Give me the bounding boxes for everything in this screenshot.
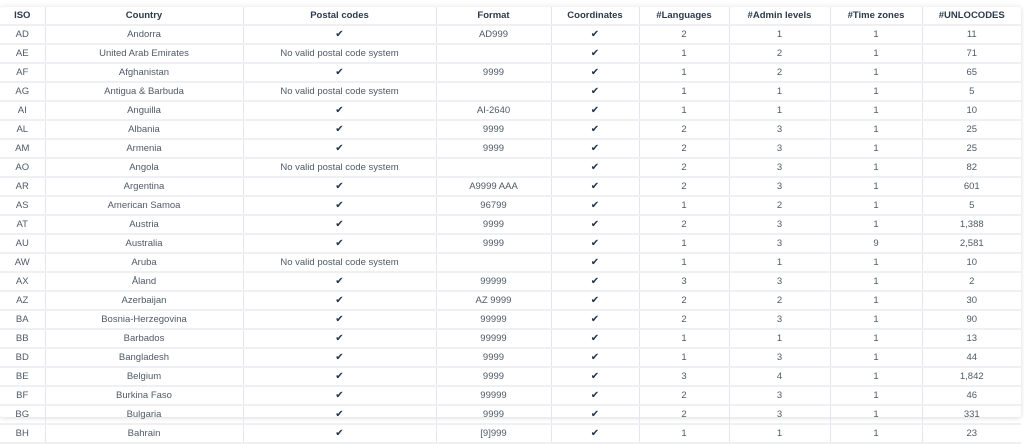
- unlocodes-cell: 2,581: [922, 234, 1021, 253]
- iso-cell: AU: [0, 234, 45, 253]
- table-row[interactable]: [0, 367, 1021, 386]
- check-icon: ✔: [243, 386, 436, 405]
- table-row[interactable]: [0, 82, 1021, 101]
- iso-cell: BB: [0, 329, 45, 348]
- time-zones-cell: 1: [830, 424, 922, 443]
- iso-cell: AE: [0, 44, 45, 63]
- check-icon: ✔: [243, 196, 436, 215]
- iso-cell: AM: [0, 139, 45, 158]
- format-cell: 9999: [436, 120, 551, 139]
- time-zones-cell: 1: [830, 158, 922, 177]
- column-header-format[interactable]: Format: [436, 7, 551, 25]
- iso-cell: AI: [0, 101, 45, 120]
- format-cell: AD999: [436, 25, 551, 44]
- admin-levels-cell: 3: [729, 215, 830, 234]
- check-icon: ✔: [551, 44, 639, 63]
- column-header-country[interactable]: Country: [45, 7, 243, 25]
- iso-cell: AZ: [0, 291, 45, 310]
- check-icon: ✔: [551, 272, 639, 291]
- check-icon: ✔: [551, 405, 639, 424]
- time-zones-cell: 1: [830, 310, 922, 329]
- format-cell: [436, 82, 551, 101]
- languages-cell: 2: [639, 310, 729, 329]
- check-icon: ✔: [551, 329, 639, 348]
- column-header-admin-levels[interactable]: #Admin levels: [729, 7, 830, 25]
- iso-cell: AG: [0, 82, 45, 101]
- languages-cell: 1: [639, 101, 729, 120]
- languages-cell: 1: [639, 196, 729, 215]
- check-icon: ✔: [551, 424, 639, 443]
- time-zones-cell: 1: [830, 367, 922, 386]
- format-cell: 96799: [436, 196, 551, 215]
- iso-cell: BA: [0, 310, 45, 329]
- country-cell: Anguilla: [45, 101, 243, 120]
- languages-cell: 1: [639, 44, 729, 63]
- check-icon: ✔: [551, 291, 639, 310]
- languages-cell: 3: [639, 272, 729, 291]
- column-header-iso[interactable]: ISO: [0, 7, 45, 25]
- format-cell: [9]999: [436, 424, 551, 443]
- time-zones-cell: 1: [830, 25, 922, 44]
- country-cell: Antigua & Barbuda: [45, 82, 243, 101]
- table-body: [0, 25, 1021, 443]
- check-icon: ✔: [243, 101, 436, 120]
- country-cell: Afghanistan: [45, 63, 243, 82]
- table-row[interactable]: [0, 63, 1021, 82]
- languages-cell: 2: [639, 405, 729, 424]
- check-icon: ✔: [243, 367, 436, 386]
- check-icon: ✔: [551, 63, 639, 82]
- unlocodes-cell: 25: [922, 120, 1021, 139]
- format-cell: 99999: [436, 310, 551, 329]
- check-icon: ✔: [551, 158, 639, 177]
- country-cell: Åland: [45, 272, 243, 291]
- admin-levels-cell: 3: [729, 348, 830, 367]
- unlocodes-cell: 71: [922, 44, 1021, 63]
- languages-cell: 1: [639, 424, 729, 443]
- postal-codes-cell: No valid postal code system: [243, 253, 436, 272]
- unlocodes-cell: 2: [922, 272, 1021, 291]
- check-icon: ✔: [551, 25, 639, 44]
- iso-cell: AR: [0, 177, 45, 196]
- format-cell: 99999: [436, 272, 551, 291]
- time-zones-cell: 1: [830, 348, 922, 367]
- languages-cell: 2: [639, 25, 729, 44]
- table-row[interactable]: [0, 291, 1021, 310]
- unlocodes-cell: 65: [922, 63, 1021, 82]
- country-cell: Barbados: [45, 329, 243, 348]
- languages-cell: 2: [639, 215, 729, 234]
- time-zones-cell: 1: [830, 386, 922, 405]
- table-row[interactable]: [0, 177, 1021, 196]
- admin-levels-cell: 1: [729, 424, 830, 443]
- table-row[interactable]: [0, 44, 1021, 63]
- format-cell: A9999 AAA: [436, 177, 551, 196]
- check-icon: ✔: [551, 348, 639, 367]
- table-row[interactable]: [0, 196, 1021, 215]
- admin-levels-cell: 3: [729, 139, 830, 158]
- iso-cell: AS: [0, 196, 45, 215]
- admin-levels-cell: 3: [729, 405, 830, 424]
- time-zones-cell: 1: [830, 139, 922, 158]
- table-header-row: [0, 7, 1021, 25]
- format-cell: [436, 44, 551, 63]
- column-header-unlocodes[interactable]: #UNLOCODES: [922, 7, 1021, 25]
- check-icon: ✔: [551, 82, 639, 101]
- format-cell: 9999: [436, 63, 551, 82]
- iso-cell: BE: [0, 367, 45, 386]
- unlocodes-cell: 13: [922, 329, 1021, 348]
- iso-cell: BH: [0, 424, 45, 443]
- admin-levels-cell: 2: [729, 291, 830, 310]
- check-icon: ✔: [551, 120, 639, 139]
- countries-table-card: [0, 7, 1021, 439]
- country-cell: Burkina Faso: [45, 386, 243, 405]
- table-row[interactable]: [0, 215, 1021, 234]
- countries-table: [0, 7, 1021, 444]
- country-cell: Bosnia-Herzegovina: [45, 310, 243, 329]
- admin-levels-cell: 3: [729, 386, 830, 405]
- table-row[interactable]: [0, 272, 1021, 291]
- table-row[interactable]: [0, 234, 1021, 253]
- languages-cell: 2: [639, 291, 729, 310]
- check-icon: ✔: [243, 272, 436, 291]
- languages-cell: 1: [639, 234, 729, 253]
- table-row[interactable]: [0, 310, 1021, 329]
- iso-cell: AF: [0, 63, 45, 82]
- admin-levels-cell: 2: [729, 63, 830, 82]
- unlocodes-cell: 10: [922, 101, 1021, 120]
- check-icon: ✔: [551, 139, 639, 158]
- admin-levels-cell: 1: [729, 329, 830, 348]
- check-icon: ✔: [551, 177, 639, 196]
- column-header-time-zones[interactable]: #Time zones: [830, 7, 922, 25]
- check-icon: ✔: [243, 63, 436, 82]
- languages-cell: 1: [639, 63, 729, 82]
- unlocodes-cell: 10: [922, 253, 1021, 272]
- admin-levels-cell: 3: [729, 158, 830, 177]
- time-zones-cell: 1: [830, 291, 922, 310]
- time-zones-cell: 1: [830, 63, 922, 82]
- check-icon: ✔: [551, 253, 639, 272]
- check-icon: ✔: [243, 25, 436, 44]
- table-row[interactable]: [0, 348, 1021, 367]
- admin-levels-cell: 1: [729, 25, 830, 44]
- iso-cell: BG: [0, 405, 45, 424]
- admin-levels-cell: 3: [729, 120, 830, 139]
- time-zones-cell: 1: [830, 253, 922, 272]
- languages-cell: 2: [639, 386, 729, 405]
- time-zones-cell: 1: [830, 405, 922, 424]
- time-zones-cell: 1: [830, 44, 922, 63]
- format-cell: 99999: [436, 386, 551, 405]
- languages-cell: 3: [639, 367, 729, 386]
- unlocodes-cell: 30: [922, 291, 1021, 310]
- check-icon: ✔: [243, 329, 436, 348]
- country-cell: Armenia: [45, 139, 243, 158]
- country-cell: Albania: [45, 120, 243, 139]
- column-header-languages[interactable]: #Languages: [639, 7, 729, 25]
- country-cell: United Arab Emirates: [45, 44, 243, 63]
- check-icon: ✔: [551, 310, 639, 329]
- table-row[interactable]: [0, 139, 1021, 158]
- format-cell: 9999: [436, 367, 551, 386]
- admin-levels-cell: 1: [729, 253, 830, 272]
- iso-cell: BD: [0, 348, 45, 367]
- country-cell: Austria: [45, 215, 243, 234]
- admin-levels-cell: 2: [729, 44, 830, 63]
- check-icon: ✔: [243, 424, 436, 443]
- check-icon: ✔: [243, 120, 436, 139]
- country-cell: Bulgaria: [45, 405, 243, 424]
- languages-cell: 1: [639, 329, 729, 348]
- table-row[interactable]: [0, 101, 1021, 120]
- country-cell: Bahrain: [45, 424, 243, 443]
- country-cell: Belgium: [45, 367, 243, 386]
- format-cell: 9999: [436, 215, 551, 234]
- admin-levels-cell: 3: [729, 234, 830, 253]
- table-row[interactable]: [0, 386, 1021, 405]
- admin-levels-cell: 3: [729, 177, 830, 196]
- unlocodes-cell: 5: [922, 196, 1021, 215]
- table-row[interactable]: [0, 120, 1021, 139]
- format-cell: 9999: [436, 348, 551, 367]
- check-icon: ✔: [243, 310, 436, 329]
- unlocodes-cell: 331: [922, 405, 1021, 424]
- unlocodes-cell: 1,388: [922, 215, 1021, 234]
- postal-codes-cell: No valid postal code system: [243, 158, 436, 177]
- format-cell: 9999: [436, 234, 551, 253]
- time-zones-cell: 1: [830, 272, 922, 291]
- admin-levels-cell: 4: [729, 367, 830, 386]
- time-zones-cell: 1: [830, 82, 922, 101]
- time-zones-cell: 1: [830, 329, 922, 348]
- iso-cell: BF: [0, 386, 45, 405]
- time-zones-cell: 1: [830, 177, 922, 196]
- check-icon: ✔: [243, 405, 436, 424]
- country-cell: American Samoa: [45, 196, 243, 215]
- unlocodes-cell: 5: [922, 82, 1021, 101]
- unlocodes-cell: 1,842: [922, 367, 1021, 386]
- format-cell: AZ 9999: [436, 291, 551, 310]
- check-icon: ✔: [551, 101, 639, 120]
- unlocodes-cell: 25: [922, 139, 1021, 158]
- column-header-coordinates[interactable]: Coordinates: [551, 7, 639, 25]
- languages-cell: 2: [639, 120, 729, 139]
- time-zones-cell: 1: [830, 120, 922, 139]
- languages-cell: 1: [639, 348, 729, 367]
- time-zones-cell: 9: [830, 234, 922, 253]
- country-cell: Bangladesh: [45, 348, 243, 367]
- column-header-postal-codes[interactable]: Postal codes: [243, 7, 436, 25]
- unlocodes-cell: 82: [922, 158, 1021, 177]
- country-cell: Andorra: [45, 25, 243, 44]
- unlocodes-cell: 601: [922, 177, 1021, 196]
- check-icon: ✔: [551, 215, 639, 234]
- languages-cell: 2: [639, 158, 729, 177]
- languages-cell: 1: [639, 82, 729, 101]
- time-zones-cell: 1: [830, 215, 922, 234]
- country-cell: Aruba: [45, 253, 243, 272]
- country-cell: Angola: [45, 158, 243, 177]
- postal-codes-cell: No valid postal code system: [243, 44, 436, 63]
- format-cell: 9999: [436, 405, 551, 424]
- unlocodes-cell: 90: [922, 310, 1021, 329]
- table-row[interactable]: [0, 329, 1021, 348]
- table-row[interactable]: [0, 405, 1021, 424]
- admin-levels-cell: 1: [729, 101, 830, 120]
- check-icon: ✔: [551, 367, 639, 386]
- table-row[interactable]: [0, 25, 1021, 44]
- time-zones-cell: 1: [830, 101, 922, 120]
- table-row[interactable]: [0, 424, 1021, 443]
- country-cell: Azerbaijan: [45, 291, 243, 310]
- iso-cell: AW: [0, 253, 45, 272]
- check-icon: ✔: [551, 234, 639, 253]
- check-icon: ✔: [243, 139, 436, 158]
- check-icon: ✔: [243, 177, 436, 196]
- country-cell: Argentina: [45, 177, 243, 196]
- admin-levels-cell: 1: [729, 82, 830, 101]
- format-cell: 99999: [436, 329, 551, 348]
- postal-codes-cell: No valid postal code system: [243, 82, 436, 101]
- iso-cell: AL: [0, 120, 45, 139]
- languages-cell: 2: [639, 139, 729, 158]
- format-cell: AI-2640: [436, 101, 551, 120]
- unlocodes-cell: 46: [922, 386, 1021, 405]
- admin-levels-cell: 3: [729, 310, 830, 329]
- iso-cell: AD: [0, 25, 45, 44]
- table-row[interactable]: [0, 253, 1021, 272]
- iso-cell: AT: [0, 215, 45, 234]
- format-cell: [436, 253, 551, 272]
- admin-levels-cell: 3: [729, 272, 830, 291]
- iso-cell: AX: [0, 272, 45, 291]
- check-icon: ✔: [243, 348, 436, 367]
- check-icon: ✔: [551, 386, 639, 405]
- check-icon: ✔: [243, 215, 436, 234]
- check-icon: ✔: [551, 196, 639, 215]
- unlocodes-cell: 23: [922, 424, 1021, 443]
- iso-cell: AO: [0, 158, 45, 177]
- format-cell: 9999: [436, 139, 551, 158]
- languages-cell: 1: [639, 253, 729, 272]
- table-row[interactable]: [0, 158, 1021, 177]
- admin-levels-cell: 2: [729, 196, 830, 215]
- time-zones-cell: 1: [830, 196, 922, 215]
- country-cell: Australia: [45, 234, 243, 253]
- languages-cell: 2: [639, 177, 729, 196]
- unlocodes-cell: 11: [922, 25, 1021, 44]
- unlocodes-cell: 44: [922, 348, 1021, 367]
- format-cell: [436, 158, 551, 177]
- check-icon: ✔: [243, 234, 436, 253]
- check-icon: ✔: [243, 291, 436, 310]
